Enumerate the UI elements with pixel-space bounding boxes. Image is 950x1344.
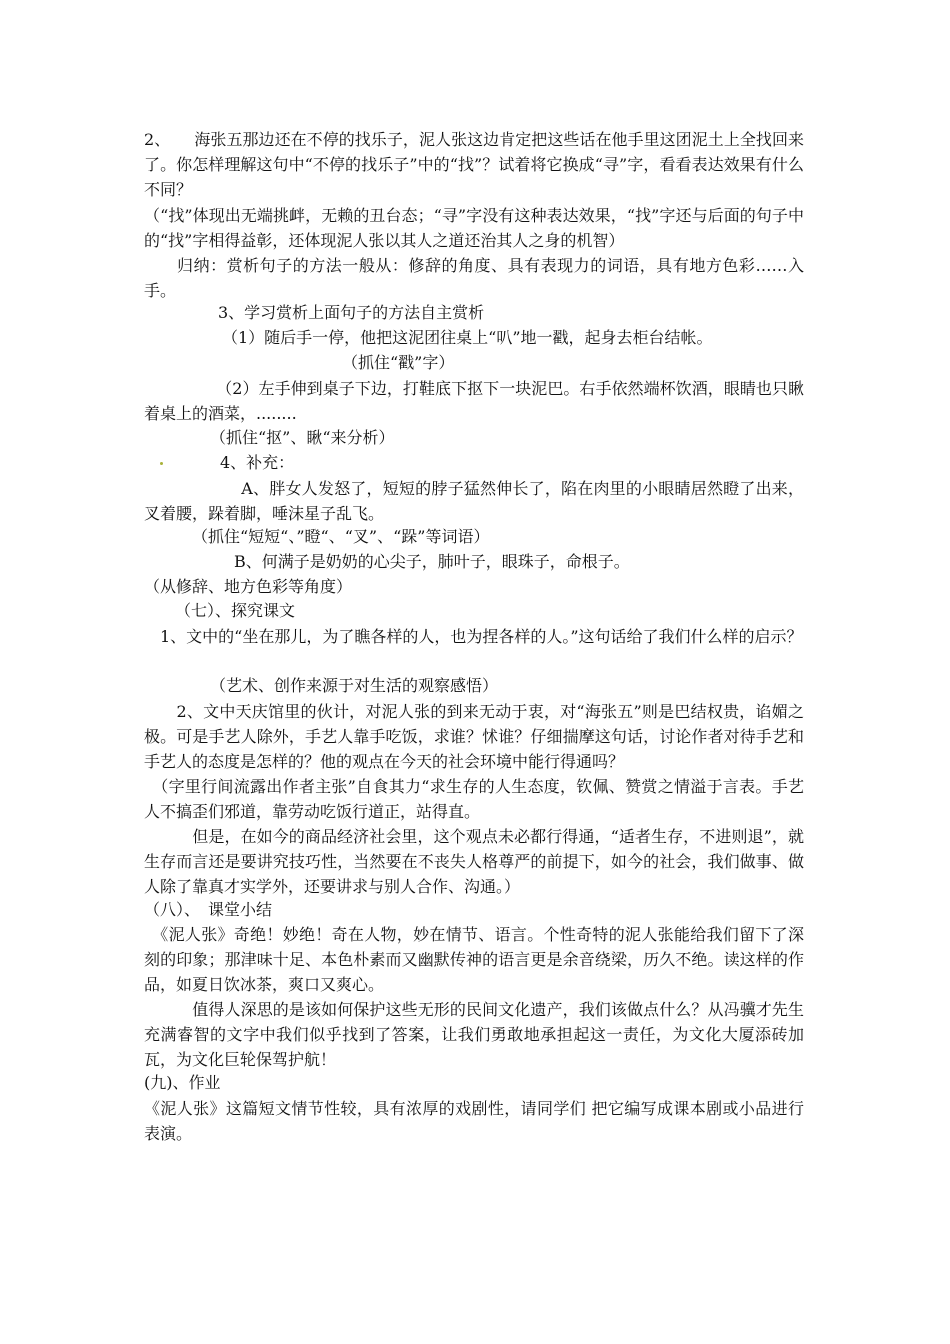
section-7-q2-answer: （字里行间流露出作者主张”自食其力“求生存的人生态度，钦佩、赞赏之情溢于言表。手艺人不搞歪们邪道，靠劳动吃饭行道正，站得直。 — [144, 777, 804, 821]
section-8-heading: （八）、 课堂小结 — [144, 900, 273, 919]
section-4-a: A、胖女人发怒了，短短的脖子猛然伸长了，陷在肉里的小眼睛居然瞪了出来，叉着腰，跺着脚，唾沫星子乱飞。 — [144, 479, 804, 523]
question-2-answer: （“找”体现出无端挑衅，无赖的丑台态；“寻”字没有这种表达效果，“找”字还与后面的句子中的“找”字相得益彰，还体现泥人张以其人之道还治其人之身的机智） — [144, 206, 804, 250]
section-9-paragraph: 《泥人张》这篇短文情节性较，具有浓厚的戏剧性，请同学们 把它编写成课本剧或小品进行表演。 — [144, 1099, 804, 1143]
section-4-a-hint: （抓住“短短“、”瞪“、“叉”、“跺”等词语） — [192, 527, 490, 546]
speck-mark — [160, 462, 163, 465]
section-4-heading: 4、补充： — [220, 453, 295, 472]
section-3-item-1: （1）随后手一停，他把这泥团往桌上“叭”地一戳，起身去柜台结帐。 — [222, 328, 713, 347]
section-8-paragraph-1: 《泥人张》奇绝！妙绝！奇在人物，妙在情节、语言。个性奇特的泥人张能给我们留下了深刻的印象；那津味十足、本色朴素而又幽默传神的语言更是余音绕梁，历久不绝。读这样的作品，如夏日饮冰茶，爽口又爽心。 — [144, 925, 804, 994]
section-4-b: B、何满子是奶奶的心尖子，肺叶子，眼珠子，命根子。 — [234, 552, 630, 571]
section-9-heading: (九)、作业 — [144, 1073, 221, 1092]
question-2: 2、 海张五那边还在不停的找乐子，泥人张这边肯定把这些话在他手里这团泥土上全找回来了。你怎样理解这句中“不停的找乐子”中的“找”？试着将它换成“寻”字，看看表达效果有什么不同？ — [144, 130, 804, 199]
section-4-b-hint: （从修辞、地方色彩等角度） — [144, 577, 353, 596]
section-7-q1-answer: （艺术、创作来源于对生活的观察感悟） — [210, 676, 499, 695]
section-3-item-2-hint: （抓住“抠”、瞅“来分析） — [210, 428, 395, 447]
section-7-q2: 2、文中天庆馆里的伙计，对泥人张的到来无动于衷，对“海张五”则是巴结权贵，谄媚之极。可是手艺人除外，手艺人靠手吃饭，求谁？怵谁？仔细揣摩这句话，讨论作者对待手艺和手艺人的态度是怎样的？他的观点在今天的社会环境中能行得通吗？ — [144, 702, 804, 771]
method-summary: 归纳：赏析句子的方法一般从：修辞的角度、具有表现力的词语，具有地方色彩……入手。 — [144, 256, 804, 300]
section-3-heading: 3、学习赏析上面句子的方法自主赏析 — [218, 303, 485, 322]
section-7-heading: （七）、探究课文 — [175, 601, 296, 620]
section-3-item-2: （2）左手伸到桌子下边，打鞋底下抠下一块泥巴。右手依然端杯饮酒，眼睛也只瞅着桌上的酒菜，........ — [144, 379, 804, 423]
section-7-q2-answer-cont: 但是，在如今的商品经济社会里，这个观点未必都行得通，“适者生存，不进则退”，就生存而言还是要讲究技巧性，当然要在不丧失人格尊严的前提下，如今的社会，我们做事、做人除了靠真才实学外，还要讲求与别人合作、沟通。） — [144, 827, 804, 896]
section-7-q1: 1、文中的“坐在那儿，为了瞧各样的人，也为捏各样的人。”这句话给了我们什么样的启示？ — [144, 627, 803, 646]
section-8-paragraph-2: 值得人深思的是该如何保护这些无形的民间文化遗产，我们该做点什么？从冯骥才先生充满睿智的文字中我们似乎找到了答案，让我们勇敢地承担起这一责任，为文化大厦添砖加瓦，为文化巨轮保驾护航！ — [144, 1000, 804, 1069]
section-3-item-1-hint: （抓住“戳”字） — [342, 353, 455, 372]
